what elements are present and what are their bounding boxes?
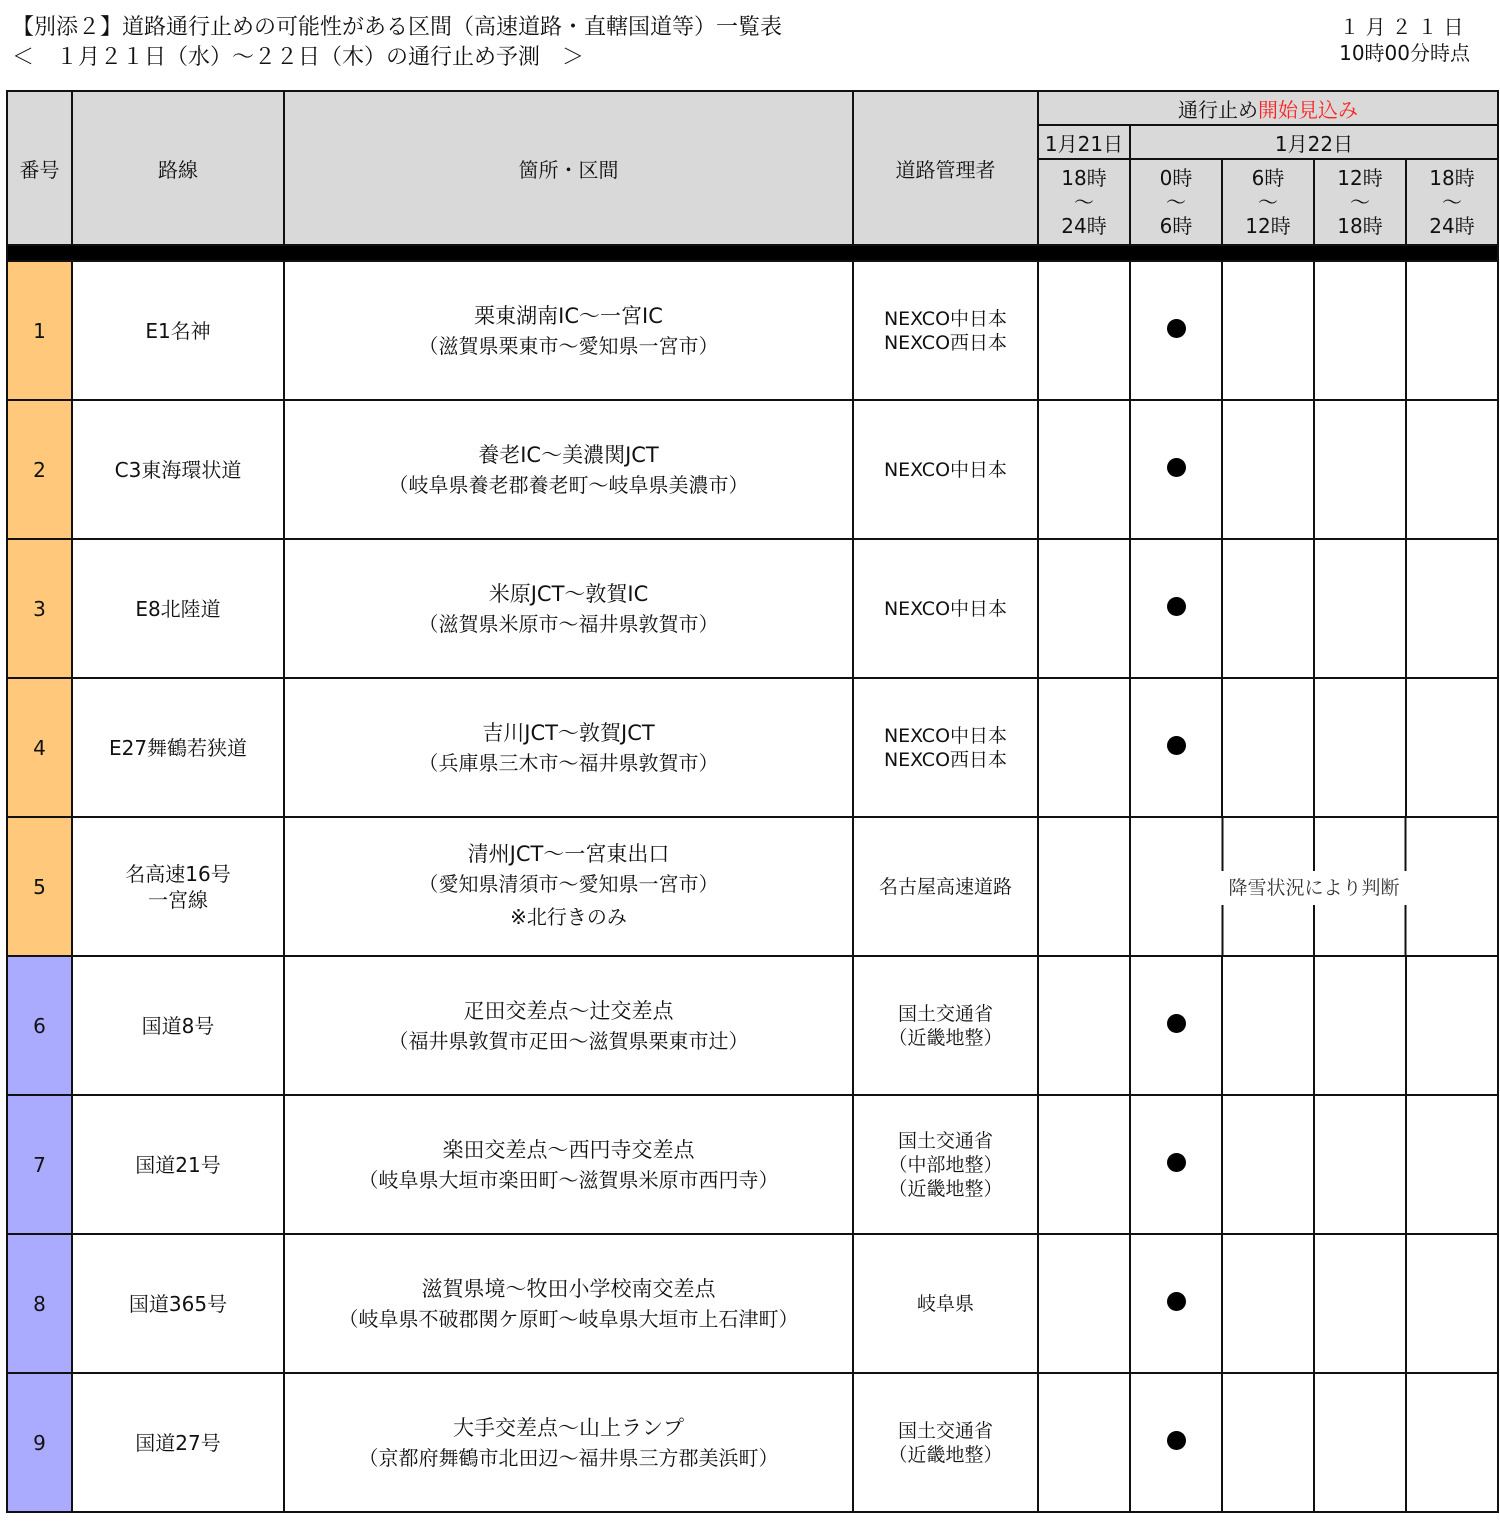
- section-sub: （愛知県清須市～愛知県一宮市）: [418, 871, 719, 896]
- road-manager: NEXCO中日本: [853, 539, 1038, 678]
- road-manager: NEXCO中日本 NEXCO西日本: [853, 678, 1038, 817]
- slot-cell: [1406, 678, 1498, 817]
- road-manager: 岐阜県: [853, 1234, 1038, 1373]
- section-main: 滋賀県境～牧田小学校南交差点: [421, 1276, 716, 1301]
- route-name: 国道27号: [72, 1373, 284, 1512]
- slot-cell: [1038, 1234, 1130, 1373]
- document-subtitle: ＜ １月２１日（水）～２２日（木）の通行止め予測 ＞: [12, 45, 585, 70]
- section-main: 疋田交差点～辻交差点: [463, 998, 674, 1023]
- slot-cell: [1314, 1234, 1406, 1373]
- section-main: 楽田交差点～西円寺交差点: [442, 1137, 695, 1162]
- road-manager: 国土交通省 （中部地整） （近畿地整）: [853, 1095, 1038, 1234]
- slot-cell: [1406, 1234, 1498, 1373]
- route-name: 名高速16号 一宮線: [72, 817, 284, 956]
- slot-cell: [1314, 400, 1406, 539]
- table-row: [7, 1373, 1498, 1512]
- section-description: [284, 1095, 853, 1234]
- slot-cell: [1130, 261, 1222, 400]
- as-of-stamp: [1339, 14, 1470, 66]
- section-main: 養老IC～美濃関JCT: [478, 442, 659, 467]
- slot-cell: [1406, 539, 1498, 678]
- slot-cell: [1038, 261, 1130, 400]
- route-name: 国道8号: [72, 956, 284, 1095]
- section-main: 吉川JCT～敦賀JCT: [482, 720, 655, 745]
- header-day2: 1月22日: [1130, 125, 1498, 159]
- road-manager: NEXCO中日本: [853, 400, 1038, 539]
- section-description: [284, 1234, 853, 1373]
- road-manager: 名古屋高速道路: [853, 817, 1038, 956]
- as-of-date: １月２１日: [1339, 15, 1470, 39]
- section-description: [284, 539, 853, 678]
- header-section: 箇所・区間: [284, 91, 853, 245]
- section-main: 栗東湖南IC～一宮IC: [474, 303, 663, 328]
- section-sub: （兵庫県三木市～福井県敦賀市）: [418, 750, 719, 775]
- table-row: [7, 539, 1498, 678]
- section-note: ※北行きのみ: [510, 904, 627, 929]
- as-of-time: 10時00分時点: [1339, 41, 1470, 65]
- slot-cell: [1130, 1234, 1222, 1373]
- slot-cell: [1222, 1373, 1314, 1512]
- slot-judgement-cell: [1130, 817, 1498, 956]
- section-description: [284, 817, 853, 956]
- route-name: E27舞鶴若狭道: [72, 678, 284, 817]
- route-name: E1名神: [72, 261, 284, 400]
- slot-cell: [1222, 539, 1314, 678]
- section-main: 清州JCT～一宮東出口: [467, 841, 670, 866]
- slot-cell: [1314, 678, 1406, 817]
- closure-start-marker-icon: [1167, 319, 1186, 338]
- slot-cell: [1314, 956, 1406, 1095]
- header-slot-1: 0時 ～ 6時: [1130, 159, 1222, 245]
- slot-cell: [1314, 1373, 1406, 1512]
- table-row: [7, 956, 1498, 1095]
- slot-cell: [1406, 400, 1498, 539]
- table-row: [7, 1095, 1498, 1234]
- header-day1: 1月21日: [1038, 125, 1130, 159]
- header-slot-0: 18時 ～ 24時: [1038, 159, 1130, 245]
- slot-cell: [1130, 539, 1222, 678]
- closure-start-marker-icon: [1167, 1153, 1186, 1172]
- row-number: 8: [7, 1234, 72, 1373]
- slot-cell: [1314, 539, 1406, 678]
- slot-cell: [1130, 1373, 1222, 1512]
- road-manager: 国土交通省 （近畿地整）: [853, 956, 1038, 1095]
- row-number: 2: [7, 400, 72, 539]
- slot-cell: [1222, 1095, 1314, 1234]
- forecast-highlight: 開始見込み: [1258, 97, 1359, 122]
- closure-start-marker-icon: [1167, 1431, 1186, 1450]
- slot-cell: [1130, 400, 1222, 539]
- section-sub: （京都府舞鶴市北田辺～福井県三方郡美浜町）: [358, 1445, 779, 1470]
- header-slot-3: 12時 ～ 18時: [1314, 159, 1406, 245]
- header-manager: 道路管理者: [853, 91, 1038, 245]
- table-row: [7, 1234, 1498, 1373]
- slot-cell: [1130, 956, 1222, 1095]
- judgement-note: 降雪状況により判断: [1215, 871, 1414, 905]
- row-number: 5: [7, 817, 72, 956]
- closure-start-marker-icon: [1167, 458, 1186, 477]
- slot-cell: [1406, 1373, 1498, 1512]
- road-manager: NEXCO中日本 NEXCO西日本: [853, 261, 1038, 400]
- route-name: C3東海環状道: [72, 400, 284, 539]
- slot-cell: [1038, 956, 1130, 1095]
- document-title: 【別添２】道路通行止めの可能性がある区間（高速道路・直轄国道等）一覧表: [12, 15, 783, 40]
- row-number: 4: [7, 678, 72, 817]
- section-sub: （岐阜県養老郡養老町～岐阜県美濃市）: [388, 472, 749, 497]
- slot-cell: [1130, 678, 1222, 817]
- row-number: 3: [7, 539, 72, 678]
- closure-start-marker-icon: [1167, 1014, 1186, 1033]
- slot-cell: [1406, 261, 1498, 400]
- section-sub: （滋賀県米原市～福井県敦賀市）: [418, 611, 719, 636]
- section-sub: （岐阜県大垣市楽田町～滋賀県米原市西円寺）: [358, 1167, 779, 1192]
- slot-cell: [1406, 1095, 1498, 1234]
- slot-cell: [1406, 956, 1498, 1095]
- slot-cell: [1038, 817, 1130, 956]
- slot-cell: [1222, 261, 1314, 400]
- row-number: 1: [7, 261, 72, 400]
- section-description: [284, 261, 853, 400]
- section-sub: （滋賀県栗東市～愛知県一宮市）: [418, 333, 719, 358]
- table-row: [7, 400, 1498, 539]
- section-description: [284, 1373, 853, 1512]
- slot-cell: [1038, 539, 1130, 678]
- table-row: [7, 817, 1498, 956]
- slot-cell: [1222, 1234, 1314, 1373]
- section-description: [284, 956, 853, 1095]
- section-sub: （岐阜県不破郡関ケ原町～岐阜県大垣市上石津町）: [338, 1306, 799, 1331]
- header-slot-4: 18時 ～ 24時: [1406, 159, 1498, 245]
- section-main: 米原JCT～敦賀IC: [488, 581, 649, 606]
- slot-cell: [1314, 1095, 1406, 1234]
- slot-cell: [1222, 400, 1314, 539]
- closure-start-marker-icon: [1167, 1292, 1186, 1311]
- section-sub: （福井県敦賀市疋田～滋賀県栗東市辻）: [388, 1028, 749, 1053]
- slot-cell: [1130, 1095, 1222, 1234]
- closure-table: [6, 90, 1499, 1513]
- header-forecast-group: 通行止め開始見込み: [1038, 91, 1498, 125]
- closure-start-marker-icon: [1167, 597, 1186, 616]
- header-slot-2: 6時 ～ 12時: [1222, 159, 1314, 245]
- closure-start-marker-icon: [1167, 736, 1186, 755]
- slot-cell: [1314, 261, 1406, 400]
- slot-cell: [1038, 400, 1130, 539]
- section-description: [284, 678, 853, 817]
- row-number: 6: [7, 956, 72, 1095]
- route-name: 国道365号: [72, 1234, 284, 1373]
- slot-cell: [1038, 1373, 1130, 1512]
- row-number: 7: [7, 1095, 72, 1234]
- section-description: [284, 400, 853, 539]
- slot-cell: [1038, 1095, 1130, 1234]
- header-route: 路線: [72, 91, 284, 245]
- table-row: [7, 261, 1498, 400]
- road-manager: 国土交通省 （近畿地整）: [853, 1373, 1038, 1512]
- row-number: 9: [7, 1373, 72, 1512]
- route-name: E8北陸道: [72, 539, 284, 678]
- section-main: 大手交差点～山上ランプ: [453, 1415, 684, 1440]
- slot-cell: [1038, 678, 1130, 817]
- slot-cell: [1222, 956, 1314, 1095]
- route-name: 国道21号: [72, 1095, 284, 1234]
- header-separator: [7, 245, 1498, 261]
- table-row: [7, 678, 1498, 817]
- slot-cell: [1222, 678, 1314, 817]
- header-number: 番号: [7, 91, 72, 245]
